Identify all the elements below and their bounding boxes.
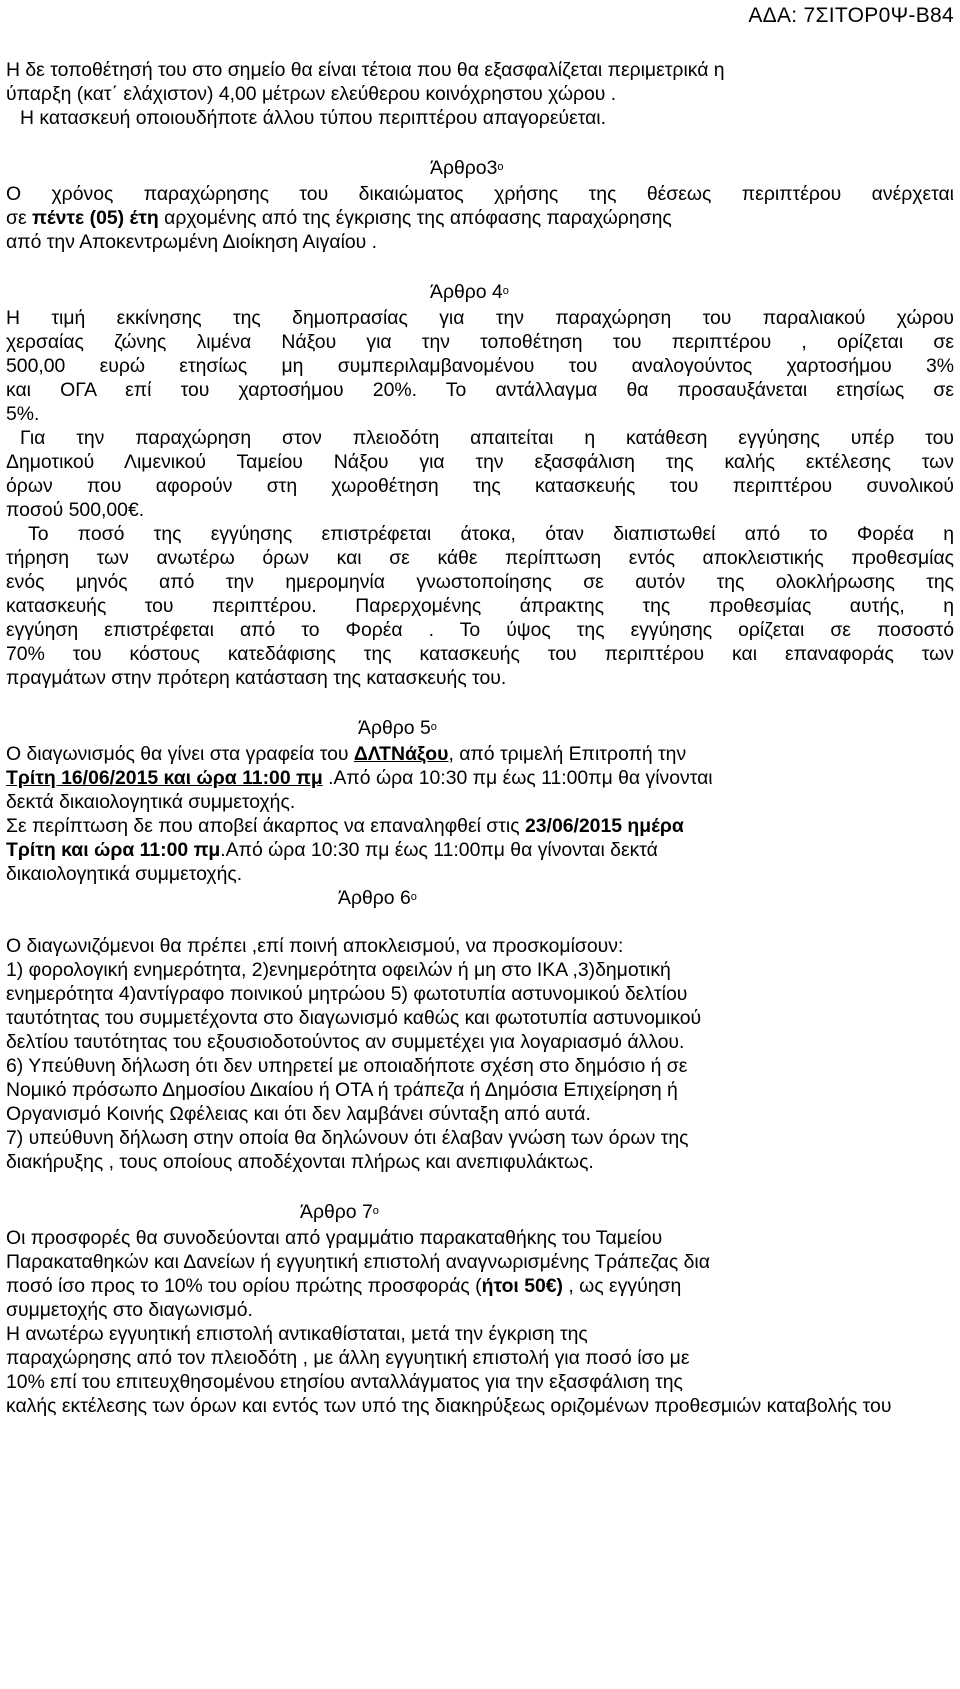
article-4-line: πραγμάτων στην πρότερη κατάσταση της κατασκευής του. [6, 667, 507, 689]
article-6-line: Ο διαγωνιζόμενοι θα πρέπει ,επί ποινή αποκλεισμού, να προσκομίσουν: [6, 935, 624, 957]
article-7-line: παραχώρησης από τον πλειοδότη , με άλλη εγγυητική επιστολή για ποσό ίσο με [6, 1347, 690, 1369]
intro-line: ύπαρξη (κατ΄ ελάχιστον) 4,00 μέτρων ελεύθερου κοινόχρηστου χώρου . [6, 83, 617, 105]
article-5-line: Τρίτη 16/06/2015 και ώρα 11:00 πμ .Από ώρα 10:30 πμ έως 11:00πμ θα γίνονται [6, 767, 713, 789]
article-4-line: ενός μηνός από την ημερομηνία γνωστοποίησης σε αυτόν της ολοκλήρωσης της [6, 571, 954, 593]
article-6-line: διακήρυξης , τους οποίους αποδέχονται πλήρως και ανεπιφυλάκτως. [6, 1151, 594, 1173]
article-4-line: τήρηση των ανωτέρω όρων και σε κάθε περίπτωση εντός αποκλειστικής προθεσμίας [6, 547, 954, 569]
article-3-line: από την Αποκεντρωμένη Διοίκηση Αιγαίου . [6, 231, 378, 253]
article-3-heading: $Ά\rho\theta\rho o3^o$ [430, 157, 504, 179]
article-5-line: Σε περίπτωση δε που αποβεί άκαρπος να επαναληφθεί στις 23/06/2015 ημέρα [6, 815, 684, 837]
article-6-line: Οργανισμό Κοινής Ωφέλειας και ότι δεν λαμβάνει σύνταξη από αυτά. [6, 1103, 591, 1125]
article-7-line: ποσό ίσο προς το 10% του ορίου πρώτης προσφοράς (ήτοι 50€) , ως εγγύηση [6, 1275, 682, 1297]
article-7-line: Οι προσφορές θα συνοδεύονται από γραμμάτιο παρακαταθήκης του Ταμείου [6, 1227, 663, 1249]
article-7-line: Η ανωτέρω εγγυητική επιστολή αντικαθίσταται, μετά την έγκριση της [6, 1323, 588, 1345]
article-6-line: ταυτότητας του συμμετέχοντα στο διαγωνισμό καθώς και φωτοτυπία αστυνομικού [6, 1007, 702, 1029]
article-6-line: ενημερότητα 4)αντίγραφο ποινικού μητρώου 5) φωτοτυπία αστυνομικού δελτίου [6, 983, 688, 1005]
article-7-line: συμμετοχής στο διαγωνισμό. [6, 1299, 253, 1321]
article-3-line: σε πέντε (05) έτη αρχομένης από της έγκρισης της απόφασης παραχώρησης [6, 207, 672, 229]
article-4-line: Η τιμή εκκίνησης της δημοπρασίας για την παραχώρηση του παραλιακού χώρου [6, 307, 954, 329]
article-4-line: Δημοτικού Λιμενικού Ταμείου Νάξου για την εξασφάλιση της καλής εκτέλεσης των [6, 451, 954, 473]
article-5-line: δεκτά δικαιολογητικά συμμετοχής. [6, 791, 296, 813]
article-4-line: χερσαίας ζώνης λιμένα Νάξου για την τοποθέτηση του περιπτέρου , ορίζεται σε [6, 331, 954, 353]
article-7-line: 10% επί του επιτευχθησομένου ετησίου ανταλλάγματος για την εξασφάλιση της [6, 1371, 683, 1393]
article-4-heading: Άρθρο $4^o$ [430, 281, 509, 303]
ada-code: ΑΔΑ: 7ΣΙΤΟΡ0Ψ-Β84 [748, 4, 954, 27]
article-4-line: 70% του κόστους κατεδάφισης της κατασκευής του περιπτέρου και επαναφοράς των [6, 643, 954, 665]
article-6-line: 7) υπεύθυνη δήλωση στην οποία θα δηλώνουν ότι έλαβαν γνώση των όρων της [6, 1127, 689, 1149]
article-4-line: ποσού 500,00€. [6, 499, 145, 521]
article-4-line: Το ποσό της εγγύησης επιστρέφεται άτοκα, όταν διαπιστωθεί από το Φορέα η [28, 523, 954, 545]
article-7-line: Παρακαταθηκών και Δανείων ή εγγυητική επιστολή αναγνωρισμένης Τράπεζας δια [6, 1251, 710, 1273]
article-4-line: κατασκευής του περιπτέρου. Παρερχομένης άπρακτης της προθεσμίας αυτής, η [6, 595, 954, 617]
article-7-line: καλής εκτέλεσης των όρων και εντός των υπό της διακηρύξεως οριζομένων προθεσμιών καταβολής του [6, 1395, 892, 1417]
article-5-line: Τρίτη και ώρα 11:00 πμ.Από ώρα 10:30 πμ έως 11:00πμ θα γίνονται δεκτά [6, 839, 658, 861]
article-6-heading: Άρθρο $6^o$ [338, 887, 417, 909]
article-4-line: όρων που αφορούν στη χωροθέτηση της κατασκευής του περιπτέρου συνολικού [6, 475, 954, 497]
article-5-line: Ο διαγωνισμός θα γίνει στα γραφεία του ΔΛΤΝάξου, από τριμελή Επιτροπή την [6, 743, 687, 765]
intro-line: Η κατασκευή οποιουδήποτε άλλου τύπου περιπτέρου απαγορεύεται. [20, 107, 607, 129]
article-4-line: Για την παραχώρηση στον πλειοδότη απαιτείται η κατάθεση εγγύησης υπέρ του [20, 427, 954, 449]
article-6-line: δελτίου ταυτότητας του εξουσιοδοτούντος αν συμμετέχει για λογαριασμό άλλου. [6, 1031, 685, 1053]
article-4-line: 5%. [6, 403, 40, 425]
article-3-line: Ο χρόνος παραχώρησης του δικαιώματος χρήσης της θέσεως περιπτέρου ανέρχεται [6, 183, 954, 205]
article-5-line: δικαιολογητικά συμμετοχής. [6, 863, 243, 885]
article-7-heading: Άρθρο $7^o$ [300, 1201, 379, 1223]
intro-line: Η δε τοποθέτησή του στο σημείο θα είναι τέτοια που θα εξασφαλίζεται περιμετρικά η [6, 59, 725, 81]
article-6-line: 6) Υπεύθυνη δήλωση ότι δεν υπηρετεί με οποιαδήποτε σχέση στο δημόσιο ή σε [6, 1055, 688, 1077]
article-4-line: και ΟΓΑ επί του χαρτοσήμου 20%. Το αντάλλαγμα θα προσαυξάνεται ετησίως σε [6, 379, 954, 401]
article-4-line: 500,00 ευρώ ετησίως μη συμπεριλαμβανομένου του αναλογούντος χαρτοσήμου 3% [6, 355, 954, 377]
article-6-line: Νομικό πρόσωπο Δημοσίου Δικαίου ή ΟΤΑ ή τράπεζα ή Δημόσια Επιχείρηση ή [6, 1079, 678, 1101]
article-6-line: 1) φορολογική ενημερότητα, 2)ενημερότητα οφειλών ή μη στο ΙΚΑ ,3)δημοτική [6, 959, 671, 981]
article-5-heading: Άρθρο $5^o$ [358, 717, 437, 739]
article-4-line: εγγύηση επιστρέφεται από το Φορέα . Το ύψος της εγγύησης ορίζεται σε ποσοστό [6, 619, 954, 641]
